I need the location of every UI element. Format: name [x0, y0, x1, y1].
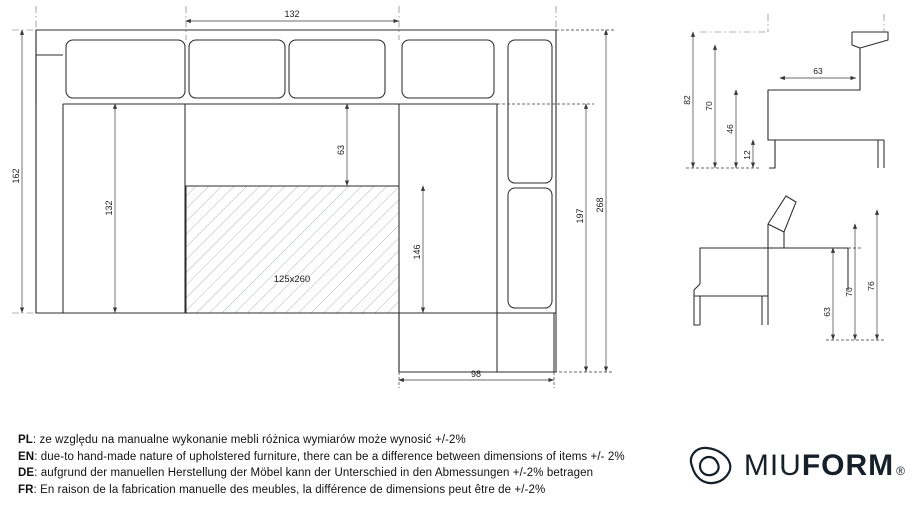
dim-leg-height: 12	[742, 150, 752, 160]
miuform-bean-icon	[682, 444, 736, 488]
dim-back-height-inner: 70	[704, 101, 714, 111]
chaise-cushions	[508, 40, 552, 308]
note-text-en: : due-to hand-made nature of upholstered furniture, there can be a difference between dimensions of items +/- 2%	[34, 450, 625, 463]
side-view-lower	[694, 196, 848, 325]
note-de	[18, 465, 658, 482]
dim-lower-height-outer: 76	[866, 281, 876, 291]
dim-side-seat-depth: 63	[813, 66, 823, 76]
side-lower-labels	[822, 281, 876, 317]
dim-right-inner: 197	[575, 208, 585, 224]
wordmark-registered: ®	[896, 464, 906, 478]
note-text-de: : aufgrund der manuellen Herstellung der Möbel kann der Unterschied in den Abmessungen +/-2% betragen	[34, 467, 594, 479]
dim-right-overall: 268	[595, 197, 605, 213]
note-fr	[18, 482, 658, 499]
note-lang-fr: FR	[18, 483, 34, 496]
note-lang-de: DE	[18, 467, 35, 479]
dim-seat-depth: 63	[336, 144, 346, 156]
side-lower-dims	[768, 210, 886, 340]
wordmark-m: M	[743, 449, 770, 482]
side-view-upper	[768, 32, 888, 168]
dim-bottom-width: 98	[470, 369, 482, 379]
note-lang-en: EN	[18, 450, 35, 463]
brand-wordmark	[744, 451, 906, 481]
side-upper-center-lines	[700, 14, 884, 32]
note-text-pl: : ze względu na manualne wykonanie mebli różnica wymiarów może wynosić +/-2%	[32, 434, 466, 446]
back-cushions	[66, 40, 494, 98]
hatch-label: 125x260	[273, 274, 311, 285]
dim-seat-height: 46	[725, 124, 735, 134]
note-en	[18, 449, 658, 466]
wordmark-form: FORM	[801, 449, 895, 482]
side-upper-labels	[682, 66, 823, 160]
sleeping-area-hatch	[186, 186, 399, 313]
disclaimer-notes	[18, 432, 658, 498]
side-upper-dims	[686, 32, 856, 168]
note-text-fr: : En raison de la fabrication manuelle des meubles, la différence de dimensions peut être de +/-2%	[33, 483, 546, 496]
note-pl	[18, 432, 658, 449]
dim-lower-height-inner: 70	[844, 287, 854, 297]
dim-back-height-outer: 82	[682, 95, 692, 105]
dim-top-width: 132	[284, 9, 300, 19]
wordmark-iu: IU	[769, 449, 802, 482]
brand-logo	[682, 444, 906, 488]
dim-lower-seat-depth: 63	[822, 307, 832, 317]
dim-seat-run: 146	[412, 244, 422, 260]
dim-left-inner: 132	[104, 200, 114, 216]
dim-left-outer: 162	[11, 168, 21, 184]
note-lang-pl: PL	[18, 434, 33, 446]
